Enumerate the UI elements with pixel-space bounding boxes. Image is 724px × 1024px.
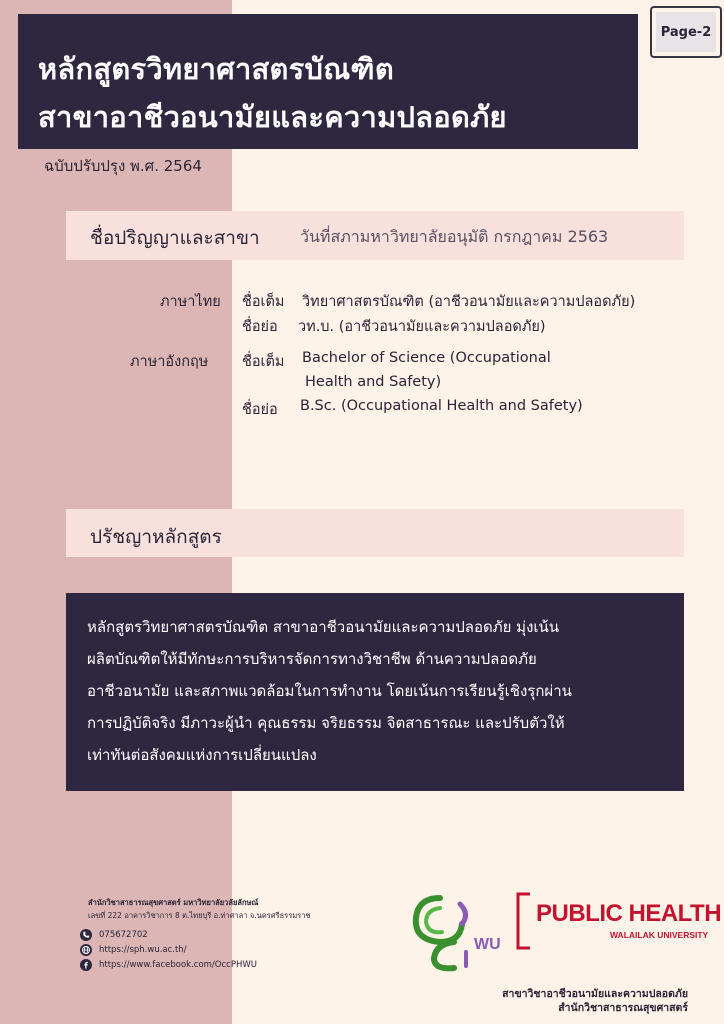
philosophy-line: การปฏิบัติจริง มีภาวะผู้นำ คุณธรรม จริยธรรม จิตสาธารณะ และปรับตัวให้ <box>87 714 565 732</box>
revision-year: ฉบับปรับปรุง พ.ศ. 2564 <box>44 157 202 175</box>
page-number-label: Page-2 <box>656 12 716 52</box>
contact-website[interactable] <box>80 944 187 956</box>
approval-date: วันที่สภามหาวิทยาลัยอนุมัติ กรกฎาคม 2563 <box>300 227 609 246</box>
contact-phone <box>80 929 148 941</box>
title-line-2: สาขาอาชีวอนามัยและความปลอดภัย <box>38 100 507 134</box>
english-full-label: ชื่อเต็ม <box>242 354 285 370</box>
footer-program-name: สาขาวิชาอาชีวอนามัยและความปลอดภัย <box>502 988 688 1000</box>
website-link[interactable]: https://sph.wu.ac.th/ <box>99 945 187 955</box>
english-abbr-name: B.Sc. (Occupational Health and Safety) <box>300 398 583 414</box>
ohs-program-logo <box>410 892 504 972</box>
philosophy-heading: ปรัชญาหลักสูตร <box>90 526 222 548</box>
globe-icon <box>80 944 92 956</box>
footer-organization: สำนักวิชาสาธารณสุขศาสตร์ มหาวิทยาลัยวลัยลักษณ์ <box>88 898 259 907</box>
thai-abbr-label: ชื่อย่อ <box>242 319 278 335</box>
philosophy-line: เท่าทันต่อสังคมแห่งการเปลี่ยนแปลง <box>87 746 317 764</box>
facebook-icon <box>80 959 92 971</box>
phone-icon <box>80 929 92 941</box>
facebook-link[interactable]: https://www.facebook.com/OccPHWU <box>99 960 257 970</box>
footer-address: เลขที่ 222 อาคารวิชาการ 8 ต.ไทยบุรี อ.ท่าศาลา จ.นครศรีธรรมราช <box>88 911 311 920</box>
philosophy-line: อาชีวอนามัย และสภาพแวดล้อมในการทำงาน โดยเน้นการเรียนรู้เชิงรุกผ่าน <box>87 682 572 700</box>
degree-section-heading: ชื่อปริญญาและสาขา <box>90 227 260 249</box>
page-number-badge <box>650 6 722 58</box>
philosophy-section-bar <box>66 509 684 557</box>
title-line-1: หลักสูตรวิทยาศาสตรบัณฑิต <box>38 52 394 86</box>
english-full-name-line-2: Health and Safety) <box>305 374 442 390</box>
thai-abbr-name: วท.บ. (อาชีวอนามัยและความปลอดภัย) <box>298 319 546 335</box>
thai-full-label: ชื่อเต็ม <box>242 294 285 310</box>
philosophy-line: หลักสูตรวิทยาศาสตรบัณฑิต สาขาอาชีวอนามัยและความปลอดภัย มุ่งเน้น <box>87 618 560 636</box>
footer-school-name: สำนักวิชาสาธารณสุขศาสตร์ <box>558 1002 688 1014</box>
english-full-name-line-1: Bachelor of Science (Occupational <box>302 350 551 366</box>
english-language-label: ภาษาอังกฤษ <box>130 354 209 370</box>
philosophy-line: ผลิตบัณฑิตให้มีทักษะการบริหารจัดการทางวิชาชีพ ด้านความปลอดภัย <box>87 650 537 668</box>
public-health-logo <box>514 892 722 952</box>
degree-section-bar <box>66 211 684 260</box>
title-banner <box>18 14 638 149</box>
english-abbr-label: ชื่อย่อ <box>242 402 278 418</box>
phone-number: 075672702 <box>99 930 148 940</box>
philosophy-text-box <box>66 593 684 791</box>
public-health-logo-subtitle: WALAILAK UNIVERSITY <box>610 930 709 940</box>
thai-full-name: วิทยาศาสตรบัณฑิต (อาชีวอนามัยและความปลอดภัย) <box>302 294 636 310</box>
public-health-logo-title: PUBLIC HEALTH <box>536 900 722 927</box>
thai-language-label: ภาษาไทย <box>160 294 221 310</box>
contact-facebook[interactable] <box>80 959 257 971</box>
ohs-logo-wu-text: WU <box>474 936 501 953</box>
